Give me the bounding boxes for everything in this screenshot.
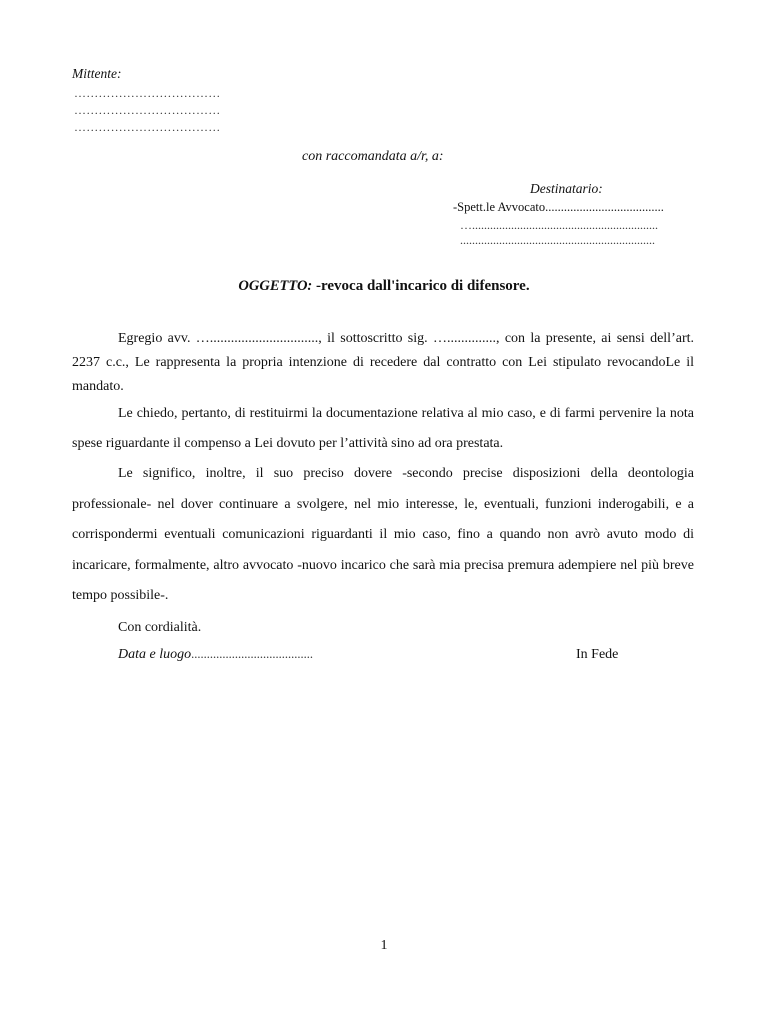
signature-row [118,647,678,663]
subject-text: -revoca dall'incarico di difensore. [312,278,530,294]
body-paragraph-2: Le chiedo, pertanto, di restituirmi la documentazione relativa al mio caso, e di farmi pervenire la nota spese riguardante il compenso a Lei dovuto per l’attività sino ad ora prestata. [72,406,694,451]
recipient-line-3: ................................................................. [460,233,655,247]
closing-line: Con cordialità. [118,619,202,635]
recipient-line-1: -Spett.le Avvocato...................................... [453,200,664,214]
subject-label: OGGETTO: [238,278,313,294]
letter-body [72,327,694,640]
recipient-line-2: ….............................................................. [460,218,658,232]
sender-line-3: ……………………………… [74,120,221,134]
page-number: 1 [380,938,388,953]
in-fede-label: In Fede [576,647,619,662]
date-place-label: Data e luogo [118,647,192,662]
subject-line [0,278,768,295]
body-paragraph-1: Egregio avv. …..............................., il sottoscritto sig. ….............., con la presente, ai sensi dell’art. 2237 c.c., Le rappresenta la propria intenzione di recedere dal contratto con Lei stipulato revocandoLe il mandato. [72,331,694,394]
body-paragraph-3: Le significo, inoltre, il suo preciso dovere -secondo precise disposizioni della deontologia professionale- nel dover continuare a svolgere, nel mio interesse, le, eventuali, funzioni inderogabili, e a corrispondermi eventuali comunicazioni riguardanti il mio caso, fino a quando non avrò avuto modo di incaricare, formalmente, altro avvocato -nuovo incarico che sarà mia precisa premura adempiere nel più breve tempo possibile-. [72,466,694,603]
date-place-field: ....................................... [191,647,313,661]
sender-line-2: ……………………………… [74,103,221,117]
delivery-method: con raccomandata a/r, a: [302,149,444,164]
sender-line-1: ……………………………… [74,86,221,100]
sender-label: Mittente: [72,66,122,81]
recipient-label: Destinatario: [530,181,603,196]
